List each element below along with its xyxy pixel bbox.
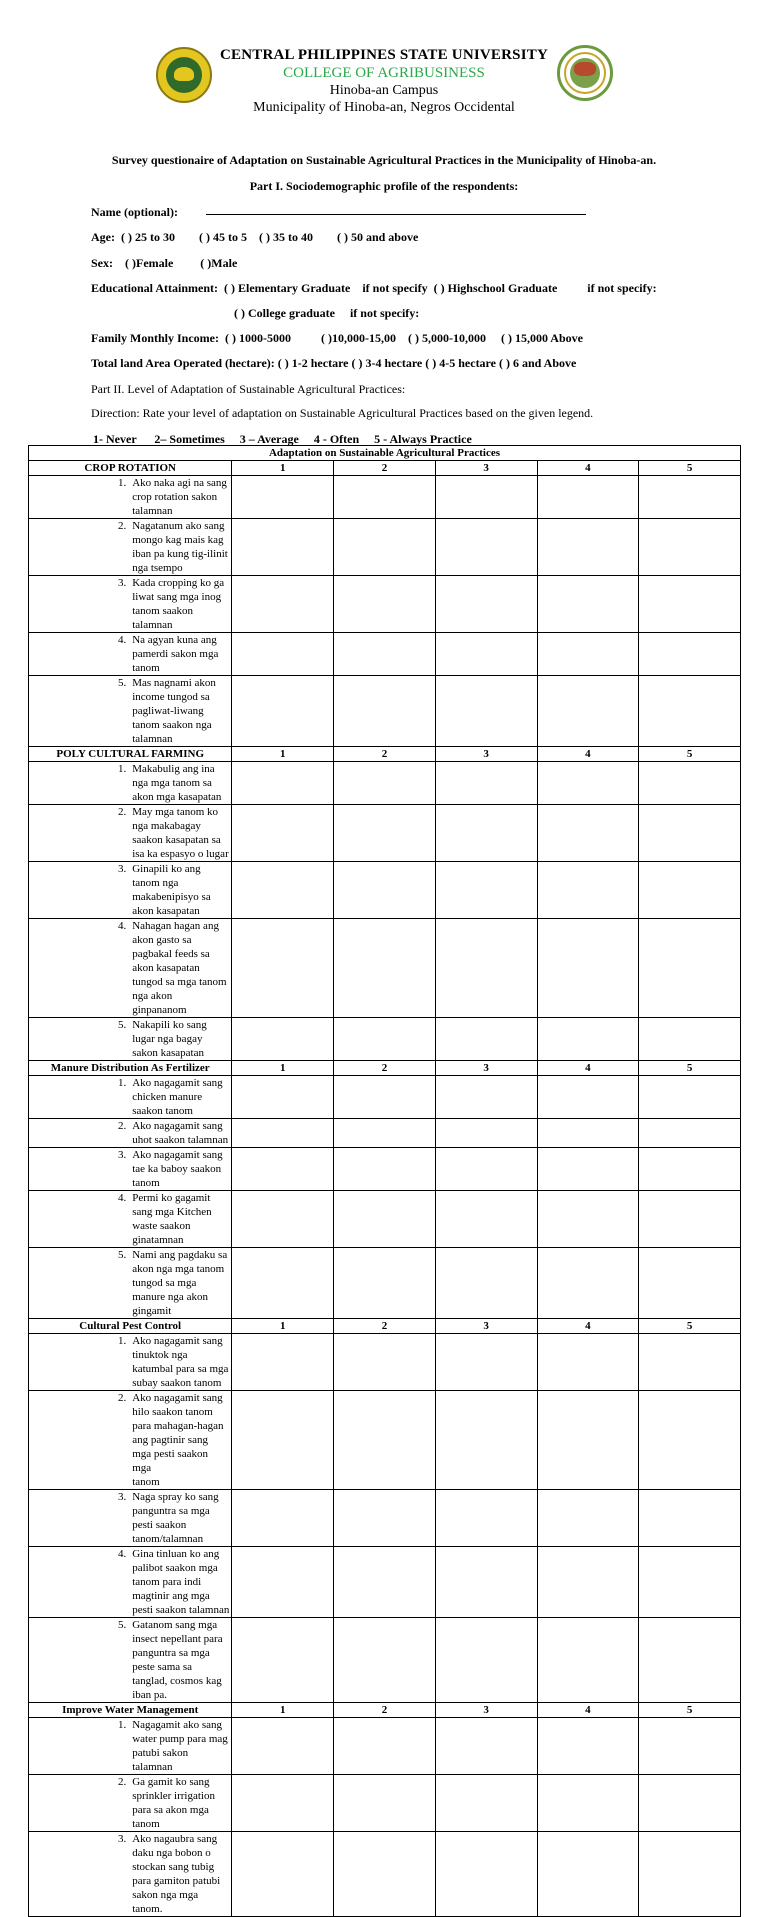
item-number: 4. — [29, 1547, 131, 1618]
rating-cell[interactable] — [232, 1391, 334, 1490]
practice-row — [29, 1547, 741, 1618]
rating-cell[interactable] — [435, 1076, 537, 1119]
rating-cell[interactable] — [334, 919, 436, 1018]
rating-cell[interactable] — [537, 1148, 639, 1191]
rating-cell[interactable] — [639, 1490, 741, 1547]
rating-cell[interactable] — [334, 1718, 436, 1775]
statement-text: Ga gamit ko sang sprinkler irrigation para sa akon mga tanom — [132, 1776, 215, 1830]
rating-cell[interactable] — [435, 576, 537, 633]
statement-text: Kada cropping ko ga liwat sang mga inog tanom saakon talamnan — [132, 577, 225, 631]
rating-cell[interactable] — [537, 862, 639, 919]
rating-cell[interactable] — [334, 1076, 436, 1119]
rating-cell[interactable] — [232, 576, 334, 633]
adaptation-rating-table — [28, 445, 741, 1917]
statement-text: Gina tinluan ko ang palibot saakon mga tanom para indi magtinir ang mga pesti saakon talamnan — [132, 1548, 230, 1616]
scale-header: 2 — [334, 461, 436, 476]
land-area-options[interactable]: Total land Area Operated (hectare): ( ) 1-2 hectare ( ) 3-4 hectare ( ) 4-5 hectare ( ) 6 and Above — [91, 356, 577, 370]
item-number: 5. — [29, 1018, 131, 1061]
scale-header: 1 — [232, 461, 334, 476]
rating-cell[interactable] — [537, 1547, 639, 1618]
scale-header: 4 — [537, 1061, 639, 1076]
statement-text: Ako naka agi na sang crop rotation sakon talamnan — [132, 477, 227, 517]
item-number: 4. — [29, 919, 131, 1018]
practice-statement — [130, 1547, 232, 1618]
rating-cell[interactable] — [435, 519, 537, 576]
scale-header: 1 — [232, 747, 334, 762]
statement-text: Ako nagagamit sang chicken manure saakon tanom — [132, 1077, 223, 1117]
rating-cell[interactable] — [435, 762, 537, 805]
rating-cell[interactable] — [537, 1248, 639, 1319]
item-number: 3. — [29, 1148, 131, 1191]
statement-text: Naga spray ko sang panguntra sa mga pesti saakon tanom/talamnan — [132, 1491, 219, 1545]
practice-row — [29, 476, 741, 519]
direction-text: Direction: Rate your level of adaptation on Sustainable Agricultural Practices based on the given legend. — [91, 406, 594, 420]
practice-row — [29, 676, 741, 747]
practice-statement — [130, 519, 232, 576]
item-number: 1. — [29, 1076, 131, 1119]
scale-header: 4 — [537, 1703, 639, 1718]
rating-cell[interactable] — [334, 1248, 436, 1319]
practice-row — [29, 919, 741, 1018]
rating-cell[interactable] — [435, 862, 537, 919]
rating-cell[interactable] — [639, 1076, 741, 1119]
rating-cell[interactable] — [435, 805, 537, 862]
statement-text: Ako nagaubra sang daku nga bobon o stockan sang tubig para gamiton patubi sakon nga mga tanom. — [132, 1833, 221, 1915]
practice-row — [29, 762, 741, 805]
rating-cell[interactable] — [435, 1191, 537, 1248]
practice-row — [29, 1490, 741, 1547]
statement-text-continued: ginpananom — [132, 1004, 187, 1016]
scale-header: 3 — [435, 747, 537, 762]
item-number: 5. — [29, 1618, 131, 1703]
practice-statement — [130, 1490, 232, 1547]
campus-name: Hinoba-an Campus — [329, 83, 439, 98]
scale-header: 4 — [537, 461, 639, 476]
rating-cell[interactable] — [537, 919, 639, 1018]
rating-cell[interactable] — [639, 1119, 741, 1148]
rating-cell[interactable] — [334, 1547, 436, 1618]
section-title: Cultural Pest Control — [29, 1319, 232, 1334]
item-number: 4. — [29, 1191, 131, 1248]
practice-statement — [130, 1119, 232, 1148]
sex-options[interactable]: Sex: ( )Female ( )Male — [91, 256, 238, 270]
practice-row — [29, 633, 741, 676]
rating-cell[interactable] — [435, 1490, 537, 1547]
section-header-row — [29, 461, 741, 476]
practice-statement — [130, 1718, 232, 1775]
survey-title: Survey questionaire of Adaptation on Sustainable Agricultural Practices in the Municipality of Hinoba-an. — [111, 153, 657, 167]
practice-row — [29, 1076, 741, 1119]
rating-cell[interactable] — [334, 1148, 436, 1191]
practice-row — [29, 576, 741, 633]
rating-cell[interactable] — [639, 862, 741, 919]
rating-cell[interactable] — [537, 1076, 639, 1119]
scale-header: 5 — [639, 1319, 741, 1334]
practice-statement — [130, 1334, 232, 1391]
rating-cell[interactable] — [435, 1391, 537, 1490]
practice-statement — [130, 919, 232, 1018]
rating-cell[interactable] — [639, 1832, 741, 1917]
scale-header: 4 — [537, 747, 639, 762]
income-options[interactable]: Family Monthly Income: ( ) 1000-5000 ( )10,000-15,00 ( ) 5,000-10,000 ( ) 15,000 Above — [91, 331, 583, 345]
practice-statement — [130, 476, 232, 519]
rating-cell[interactable] — [435, 1618, 537, 1703]
statement-text: Gatanom sang mga insect nepellant para panguntra sa mga peste sama sa tanglad, cosmos kag iban pa. — [132, 1619, 223, 1701]
practice-row — [29, 805, 741, 862]
statement-text: Nagagamit ako sang water pump para mag patubi sakon talamnan — [132, 1719, 228, 1773]
statement-text: Ako nagagamit sang tinuktok nga katumbal para sa mga subay saakon tanom — [132, 1335, 229, 1389]
rating-cell[interactable] — [232, 1718, 334, 1775]
scale-header: 1 — [232, 1319, 334, 1334]
practice-statement — [130, 676, 232, 747]
rating-cell[interactable] — [537, 1391, 639, 1490]
section-header-row — [29, 1319, 741, 1334]
statement-text: Permi ko gagamit sang mga Kitchen waste saakon ginatamnan — [132, 1192, 212, 1246]
rating-legend: 1- Never 2– Sometimes 3 – Average 4 - Often 5 - Always Practice — [93, 432, 472, 446]
practice-row — [29, 1191, 741, 1248]
statement-text: Nahagan hagan ang akon gasto sa pagbakal feeds sa akon kasapatan tungod sa mga tanom nga akon — [132, 920, 227, 1002]
item-number: 5. — [29, 676, 131, 747]
item-number: 5. — [29, 1248, 131, 1319]
item-number: 4. — [29, 633, 131, 676]
age-options[interactable]: Age: ( ) 25 to 30 ( ) 45 to 5 ( ) 35 to 40 ( ) 50 and above — [91, 230, 419, 244]
rating-cell[interactable] — [334, 1618, 436, 1703]
scale-header: 3 — [435, 1319, 537, 1334]
practice-row — [29, 1618, 741, 1703]
rating-cell[interactable] — [334, 1490, 436, 1547]
practice-statement — [130, 862, 232, 919]
rating-cell[interactable] — [537, 1832, 639, 1917]
practice-statement — [130, 576, 232, 633]
item-number: 1. — [29, 476, 131, 519]
practice-row — [29, 862, 741, 919]
rating-cell[interactable] — [537, 519, 639, 576]
rating-cell[interactable] — [639, 519, 741, 576]
rating-cell[interactable] — [232, 1618, 334, 1703]
item-number: 2. — [29, 519, 131, 576]
item-number: 3. — [29, 862, 131, 919]
section-title: CROP ROTATION — [29, 461, 232, 476]
item-number: 2. — [29, 1391, 131, 1490]
rating-cell[interactable] — [435, 1832, 537, 1917]
scale-header: 4 — [537, 1319, 639, 1334]
practice-statement — [130, 1618, 232, 1703]
scale-header: 5 — [639, 1061, 741, 1076]
rating-cell[interactable] — [639, 476, 741, 519]
rating-cell[interactable] — [334, 633, 436, 676]
scale-header: 1 — [232, 1061, 334, 1076]
rating-cell[interactable] — [232, 919, 334, 1018]
statement-text: May mga tanom ko nga makabagay saakon kasapatan sa isa ka espasyo o lugar — [132, 806, 229, 860]
part1-title: Part I. Sociodemographic profile of the respondents: — [249, 179, 519, 193]
practice-row — [29, 1334, 741, 1391]
scale-header: 2 — [334, 747, 436, 762]
rating-cell[interactable] — [639, 1191, 741, 1248]
practice-statement — [130, 1191, 232, 1248]
rating-cell[interactable] — [435, 676, 537, 747]
rating-cell[interactable] — [639, 805, 741, 862]
rating-cell[interactable] — [537, 1191, 639, 1248]
practice-row — [29, 1248, 741, 1319]
university-name: CENTRAL PHILIPPINES STATE UNIVERSITY — [220, 47, 548, 63]
rating-cell[interactable] — [334, 476, 436, 519]
rating-cell[interactable] — [232, 633, 334, 676]
rating-cell[interactable] — [334, 1191, 436, 1248]
rating-cell[interactable] — [639, 633, 741, 676]
item-number: 1. — [29, 1718, 131, 1775]
rating-cell[interactable] — [537, 1618, 639, 1703]
table-title-row — [29, 446, 741, 461]
section-title: Manure Distribution As Fertilizer — [29, 1061, 232, 1076]
rating-cell[interactable] — [537, 805, 639, 862]
college-name: COLLEGE OF AGRIBUSINESS — [283, 65, 485, 81]
section-header-row — [29, 747, 741, 762]
practice-row — [29, 1148, 741, 1191]
rating-cell[interactable] — [639, 1718, 741, 1775]
rating-cell[interactable] — [334, 1391, 436, 1490]
rating-cell[interactable] — [639, 919, 741, 1018]
name-input-line[interactable] — [206, 214, 586, 215]
rating-cell[interactable] — [232, 1248, 334, 1319]
scale-header: 5 — [639, 461, 741, 476]
rating-cell[interactable] — [639, 576, 741, 633]
rating-cell[interactable] — [334, 519, 436, 576]
item-number: 2. — [29, 1119, 131, 1148]
item-number: 3. — [29, 1832, 131, 1917]
rating-cell[interactable] — [435, 1718, 537, 1775]
scale-header: 3 — [435, 1703, 537, 1718]
statement-text: Makabulig ang ina nga mga tanom sa akon mga kasapatan — [132, 763, 222, 803]
education-options[interactable]: Educational Attainment: ( ) Elementary Graduate if not specify ( ) Highschool Graduate if not specify: — [91, 281, 657, 295]
rating-cell[interactable] — [232, 1832, 334, 1917]
rating-cell[interactable] — [435, 1248, 537, 1319]
education-options-college[interactable]: ( ) College graduate if not specify: — [234, 306, 420, 320]
statement-text: Nagatanum ako sang mongo kag mais kag iban pa kung tig-ilinit nga tsempo — [132, 520, 228, 574]
rating-cell[interactable] — [334, 805, 436, 862]
table-title: Adaptation on Sustainable Agricultural Practices — [29, 446, 741, 461]
practice-row — [29, 1718, 741, 1775]
statement-text-continued: tanom — [132, 1476, 160, 1488]
rating-cell[interactable] — [232, 1490, 334, 1547]
scale-header: 5 — [639, 747, 741, 762]
rating-cell[interactable] — [435, 476, 537, 519]
rating-cell[interactable] — [232, 1547, 334, 1618]
rating-cell[interactable] — [435, 1119, 537, 1148]
rating-cell[interactable] — [435, 1547, 537, 1618]
rating-cell[interactable] — [639, 762, 741, 805]
rating-cell[interactable] — [639, 1775, 741, 1832]
practice-statement — [130, 762, 232, 805]
practice-statement — [130, 633, 232, 676]
rating-cell[interactable] — [334, 676, 436, 747]
statement-text: Nami ang pagdaku sa akon nga mga tanom tungod sa mga manure nga akon gingamit — [132, 1249, 228, 1317]
practice-statement — [130, 1076, 232, 1119]
rating-cell[interactable] — [639, 1248, 741, 1319]
practice-row — [29, 1775, 741, 1832]
section-title: Improve Water Management — [29, 1703, 232, 1718]
statement-text: Ako nagagamit sang tae ka baboy saakon tanom — [132, 1149, 223, 1189]
rating-cell[interactable] — [334, 762, 436, 805]
rating-cell[interactable] — [435, 633, 537, 676]
rating-cell[interactable] — [232, 476, 334, 519]
practice-statement — [130, 1832, 232, 1917]
item-number: 1. — [29, 1334, 131, 1391]
rating-cell[interactable] — [537, 676, 639, 747]
rating-cell[interactable] — [537, 1334, 639, 1391]
statement-text: Nakapili ko sang lugar nga bagay sakon kasapatan — [132, 1019, 207, 1059]
rating-cell[interactable] — [232, 1076, 334, 1119]
rating-cell[interactable] — [537, 1490, 639, 1547]
rating-cell[interactable] — [537, 1775, 639, 1832]
practice-statement — [130, 1148, 232, 1191]
rating-cell[interactable] — [232, 1334, 334, 1391]
section-title: POLY CULTURAL FARMING — [29, 747, 232, 762]
scale-header: 2 — [334, 1061, 436, 1076]
practice-statement — [130, 1391, 232, 1490]
rating-cell[interactable] — [435, 1775, 537, 1832]
rating-cell[interactable] — [537, 1119, 639, 1148]
rating-cell[interactable] — [232, 1191, 334, 1248]
statement-text: Ako nagagamit sang hilo saakon tanom para mahagan-hagan ang pagtinir sang mga pesti saakon mga — [132, 1392, 224, 1474]
practice-statement — [130, 1775, 232, 1832]
scale-header: 3 — [435, 1061, 537, 1076]
rating-cell[interactable] — [639, 676, 741, 747]
scale-header: 2 — [334, 1703, 436, 1718]
rating-cell[interactable] — [537, 476, 639, 519]
rating-cell[interactable] — [639, 1148, 741, 1191]
rating-cell[interactable] — [537, 1718, 639, 1775]
municipality-name: Municipality of Hinoba-an, Negros Occidental — [253, 100, 515, 115]
rating-cell[interactable] — [334, 576, 436, 633]
practice-row — [29, 1391, 741, 1490]
rating-cell[interactable] — [232, 1148, 334, 1191]
part2-title: Part II. Level of Adaptation of Sustainable Agricultural Practices: — [91, 382, 406, 396]
item-number: 3. — [29, 576, 131, 633]
rating-cell[interactable] — [435, 919, 537, 1018]
rating-cell[interactable] — [232, 762, 334, 805]
rating-cell[interactable] — [639, 1618, 741, 1703]
item-number: 3. — [29, 1490, 131, 1547]
statement-text: Na agyan kuna ang pamerdi sakon mga tanom — [132, 634, 219, 674]
rating-cell[interactable] — [435, 1148, 537, 1191]
scale-header: 3 — [435, 461, 537, 476]
rating-cell[interactable] — [334, 1334, 436, 1391]
rating-cell[interactable] — [334, 1832, 436, 1917]
item-number: 2. — [29, 1775, 131, 1832]
rating-cell[interactable] — [435, 1334, 537, 1391]
practice-statement — [130, 805, 232, 862]
name-label: Name (optional): — [91, 205, 178, 219]
rating-cell[interactable] — [537, 633, 639, 676]
scale-header: 5 — [639, 1703, 741, 1718]
statement-text: Ako nagagamit sang uhot saakon talamnan — [132, 1120, 229, 1146]
section-header-row — [29, 1703, 741, 1718]
rating-cell[interactable] — [232, 676, 334, 747]
rating-cell[interactable] — [537, 576, 639, 633]
rating-cell[interactable] — [639, 1334, 741, 1391]
rating-cell[interactable] — [232, 519, 334, 576]
item-number: 1. — [29, 762, 131, 805]
rating-cell[interactable] — [334, 862, 436, 919]
rating-cell[interactable] — [232, 805, 334, 862]
section-header-row — [29, 1061, 741, 1076]
statement-text: Ginapili ko ang tanom nga makabenipisyo sa akon kasapatan — [132, 863, 211, 917]
rating-cell[interactable] — [334, 1119, 436, 1148]
rating-cell[interactable] — [334, 1775, 436, 1832]
rating-cell[interactable] — [232, 1775, 334, 1832]
rating-cell[interactable] — [232, 1119, 334, 1148]
rating-cell[interactable] — [537, 762, 639, 805]
practice-row — [29, 1119, 741, 1148]
rating-cell[interactable] — [232, 862, 334, 919]
practice-statement — [130, 1248, 232, 1319]
statement-text: Mas nagnami akon income tungod sa pagliwat-liwang tanom saakon nga talamnan — [132, 677, 216, 745]
rating-cell[interactable] — [639, 1391, 741, 1490]
item-number: 2. — [29, 805, 131, 862]
scale-header: 2 — [334, 1319, 436, 1334]
scale-header: 1 — [232, 1703, 334, 1718]
rating-cell[interactable] — [639, 1547, 741, 1618]
practice-row — [29, 1832, 741, 1917]
practice-row — [29, 519, 741, 576]
